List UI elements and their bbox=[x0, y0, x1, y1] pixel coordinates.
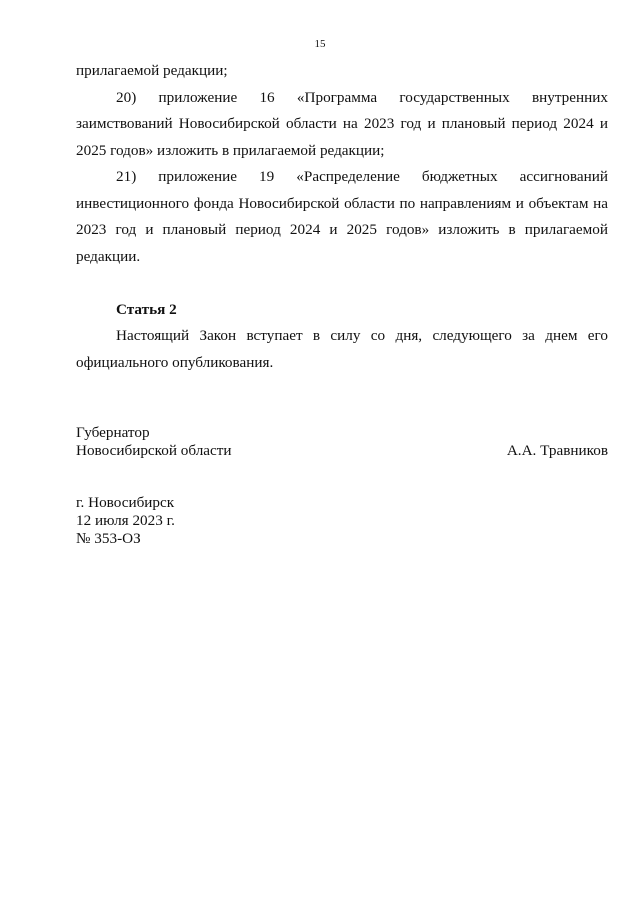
place-date-block bbox=[76, 494, 175, 548]
article-2-heading: Статья 2 bbox=[116, 301, 177, 318]
place-city: г. Новосибирск bbox=[76, 494, 175, 511]
signature-position-line2: Новосибирской области bbox=[76, 442, 232, 459]
paragraph-item-21-first-line: 21) приложение 19 «Распределение бюджетных ассигнований bbox=[116, 168, 608, 185]
signature-position-line1: Губернатор bbox=[76, 424, 150, 441]
document-body bbox=[76, 58, 608, 376]
signature-row bbox=[76, 442, 608, 460]
signature-name: А.А. Травников bbox=[506, 442, 608, 459]
page-number: 15 bbox=[314, 38, 326, 50]
article-2-text: Настоящий Закон вступает в силу со дня, следующего за днем его официального опубликования. bbox=[76, 327, 608, 371]
paragraph-item-20-first-line: 20) приложение 16 «Программа государственных внутренних bbox=[116, 88, 608, 106]
paragraph-item-20-rest: заимствований Новосибирской области на 2023 год и плановый период 2024 и 2025 годов» изложить в прилагаемой редакции; bbox=[76, 115, 608, 159]
paragraph-continuation: прилагаемой редакции; bbox=[76, 62, 228, 79]
law-number: № 353-ОЗ bbox=[76, 530, 141, 547]
signature-block bbox=[76, 424, 608, 460]
law-date: 12 июля 2023 г. bbox=[76, 512, 175, 529]
paragraph-item-21-rest: инвестиционного фонда Новосибирской области по направлениям и объектам на 2023 год и плановый период 2024 и 2025 годов» изложить в прилагаемой редакции. bbox=[76, 194, 608, 265]
